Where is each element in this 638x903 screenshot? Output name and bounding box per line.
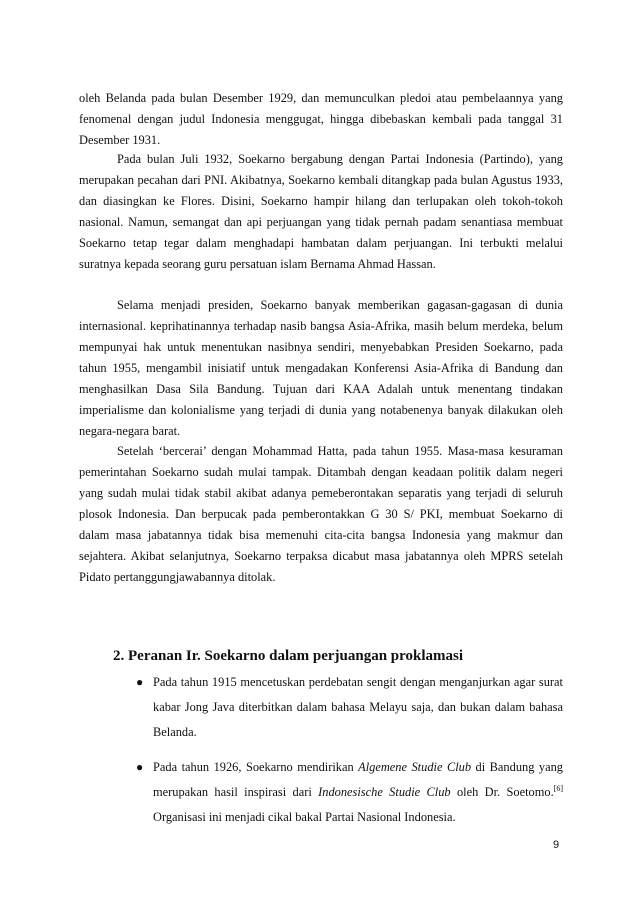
section-heading: 2. Peranan Ir. Soekarno dalam perjuangan proklamasi	[113, 648, 464, 664]
paragraph-3: Selama menjadi presiden, Soekarno banyak memberikan gagasan-gagasan di dunia internasional. keprihatinannya terhadap nasib bangsa Asia-Afrika, masih belum merdeka, belum mempunyai hak untuk menentukan nasibnya sendiri, menyebabkan Presiden Soekarno, pada tahun 1955, mengambil inisiatif untuk mengadakan Konferensi Asia-Afrika di Bandung dan menghasilkan Dasa Sila Bandung. Tujuan dari KAA Adalah untuk menentang tindakan imperialisme dan kolonialisme yang terjadi di dunia yang notabenenya banyak dilakukan oleh negara-negara barat.	[79, 298, 563, 438]
text-segment: Organisasi ini menjadi cikal bakal Partai Nasional Indonesia.	[153, 810, 456, 824]
paragraph-2: Pada bulan Juli 1932, Soekarno bergabung dengan Partai Indonesia (Partindo), yang merupakan pecahan dari PNI. Akibatnya, Soekarno kembali ditangkap pada bulan Agustus 1933, dan diasingkan ke Flores. Disini, Soekarno hampir hilang dan terlupakan oleh tokoh-tokoh nasional. Namun, semangat dan api perjuangan yang tidak pernah padam senantiasa membuat Soekarno tetap tegar dalam menghadapi hambatan dalam perjuangan. Ini terbukti melalui suratnya kepada seorang guru persatuan islam Bernama Ahmad Hassan.	[79, 152, 563, 271]
paragraph-1: oleh Belanda pada bulan Desember 1929, dan memunculkan pledoi atau pembelaannya yang fenomenal dengan judul Indonesia menggugat, hingga dibebaskan kembali pada tanggal 31 Desember 1931.	[79, 91, 563, 147]
bullet-list	[122, 670, 563, 840]
list-item	[122, 755, 563, 830]
list-item	[122, 670, 563, 745]
organization-name: Indonesische Studie Club	[318, 785, 451, 799]
text-segment: di Bandung yang merupakan hasil inspirasi dari	[153, 760, 563, 799]
organization-name: Algemene Studie Club	[358, 760, 472, 774]
text-segment: Pada tahun 1926, Soekarno mendirikan	[153, 760, 359, 774]
paragraph-4: Setelah ‘bercerai’ dengan Mohammad Hatta, pada tahun 1955. Masa-masa kesuraman pemerintahan Soekarno sudah mulai tampak. Ditambah dengan keadaan politik dalam negeri yang sudah mulai tidak stabil akibat adanya pemeberontakan separatis yang terjadi di seluruh plosok Indonesia. Dan berpucak pada pemberontakkan G 30 S/ PKI, membuat Soekarno di dalam masa jabatannya tidak bisa memenuhi cita-cita bangsa Indonesia yang makmur dan sejahtera. Akibat selanjutnya, Soekarno terpaksa dicabut masa jabatannya oleh MPRS setelah Pidato pertanggungjawabannya ditolak.	[79, 444, 563, 584]
text-segment: oleh Dr. Soetomo.	[450, 785, 554, 799]
page-number: 9	[553, 839, 560, 851]
citation-reference[interactable]: [6]	[553, 783, 564, 793]
bullet-text-1: Pada tahun 1915 mencetuskan perdebatan sengit dengan menganjurkan agar surat kabar Jong Java diterbitkan dalam bahasa Melayu saja, dan bukan dalam bahasa Belanda.	[153, 675, 563, 739]
bullet-icon: ●	[136, 760, 144, 774]
bullet-text-2	[153, 760, 563, 824]
bullet-icon: ●	[136, 675, 144, 689]
